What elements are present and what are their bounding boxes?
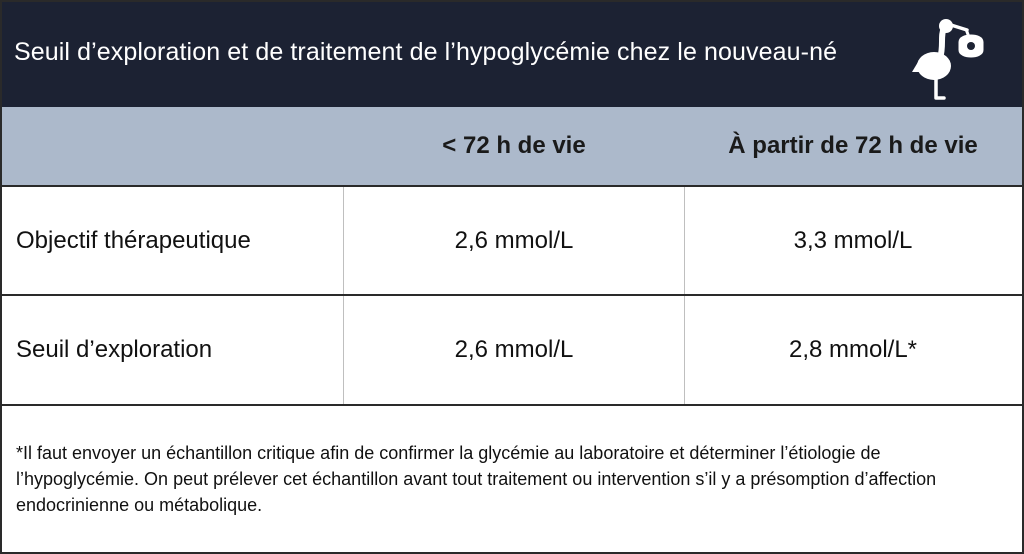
header-cell-from-72h: À partir de 72 h de vie: [728, 132, 978, 159]
row-label: Objectif thérapeutique: [16, 226, 251, 254]
value-from-72h: 2,8 mmol/L*: [788, 336, 918, 363]
table-row-seuil: [2, 294, 1022, 404]
title-bar: [2, 2, 1022, 107]
row-label: Seuil d’exploration: [16, 336, 213, 363]
table-header-row: [2, 107, 1022, 185]
footnote-box: [2, 404, 1022, 552]
page-title: Seuil d’exploration et de traitement de l’hypoglycémie chez le nouveau-né: [14, 38, 838, 66]
value-under-72h: 2,6 mmol/L: [454, 226, 574, 254]
header-cell-empty: [2, 107, 344, 185]
table-row-objectif: [2, 185, 1022, 294]
header-cell-under-72h: < 72 h de vie: [442, 132, 586, 159]
value-from-72h: 3,3 mmol/L: [793, 226, 913, 254]
footnote-text: *Il faut envoyer un échantillon critique afin de confirmer la glycémie au laboratoire et déterminer l’étiologie de l’hypoglycémie. On peut prélever cet échantillon avant tout traitement ou intervention s’il y a présomption d’affection endocrinienne ou métabolique.: [16, 443, 937, 515]
stork-carrying-baby-icon: [910, 16, 990, 106]
value-under-72h: 2,6 mmol/L: [454, 336, 574, 363]
